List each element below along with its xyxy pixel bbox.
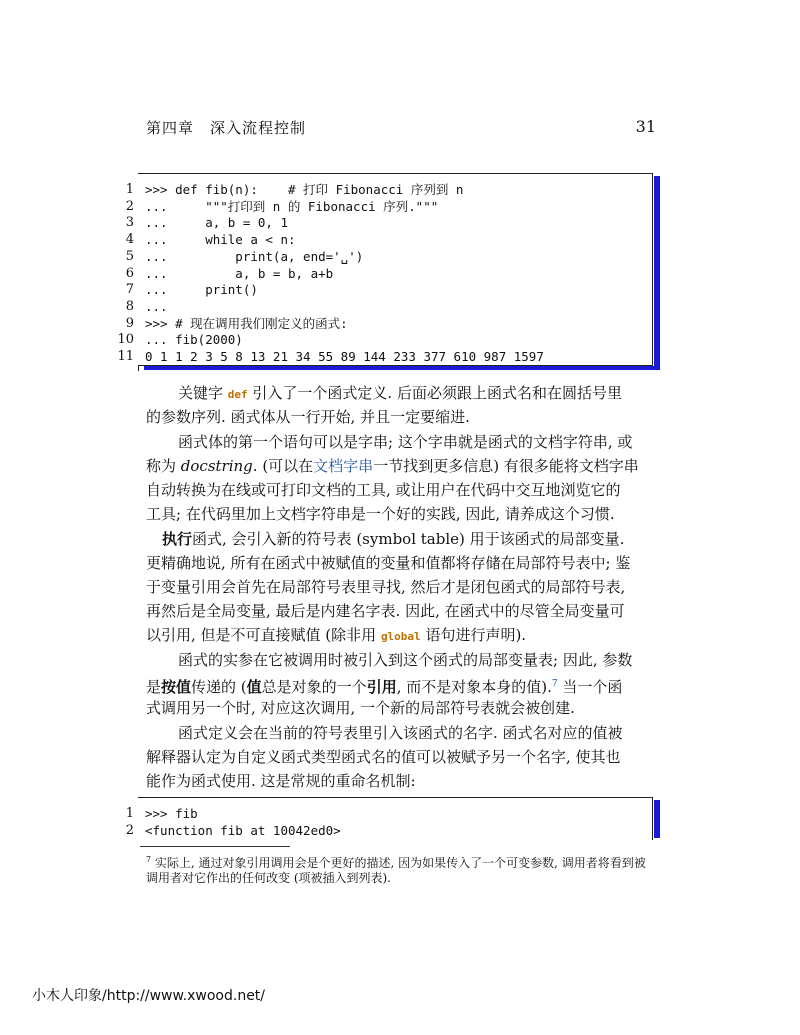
code-line-number: 3 (125, 215, 134, 231)
text-span: 传递的 ( (191, 678, 247, 696)
docstring-section-link[interactable]: 文档字串 (313, 457, 374, 475)
text-span: 函式, 会引入新的符号表 (symbol table) 用于该函式的局部变量. (192, 530, 625, 548)
paragraph-def-intro (178, 381, 656, 405)
code-line-number: 10 (117, 332, 134, 348)
paragraph-rename-line: 能作为函式使用. 这是常规的重命名机制: (146, 772, 416, 790)
code-line: ... print() (145, 282, 258, 298)
text-span: 一节找到更多信息) 有很多能将文档字串 (373, 457, 639, 475)
paragraph-symbol-table-line: 于变量引用会首先在局部符号表里寻找, 然后才是闭包函式的局部符号表, (146, 578, 626, 596)
text-span: 当一个函 (557, 678, 623, 696)
inline-code-def: def (227, 388, 248, 401)
paragraph-call-by-value-line: 式调用另一个时, 对应这次调用, 一个新的局部符号表就会被创建. (146, 699, 575, 717)
code-line-number: 9 (125, 315, 134, 331)
code-line: ... a, b = b, a+b (145, 265, 334, 281)
bold-term: 值 (246, 678, 262, 696)
code-line: <function fib at 10042ed0> (145, 822, 341, 838)
footnote-number: 7 (146, 855, 152, 864)
code-line-number: 4 (125, 232, 134, 248)
code-line: 0 1 1 2 3 5 8 13 21 34 55 89 144 233 377 610 987 1597 (145, 349, 544, 364)
code-line: ... """打印到 n 的 Fibonacci 序列.""" (145, 198, 439, 214)
code-line: ... (145, 298, 168, 314)
text-span: , 而不是对象本身的值). (396, 678, 552, 696)
code-line: ... while a < n: (145, 232, 296, 248)
text-span: 语句进行声明). (420, 626, 527, 644)
paragraph-docstring-line: 函式体的第一个语句可以是字串; 这个字串就是函式的文档字符串, 或 (178, 433, 633, 451)
paragraph-symbol-table-line: 更精确地说, 所有在函式中被赋值的变量和值都将存储在局部符号表中; 鉴 (146, 554, 631, 572)
site-watermark: 小木人印象/http://www.xwood.net/ (32, 988, 266, 1004)
text-span: . (可以在 (252, 457, 314, 475)
code-line-number: 7 (125, 282, 134, 298)
paragraph-call-by-value-line: 函式的实参在它被调用时被引入到这个函式的局部变量表; 因此, 参数 (178, 651, 633, 669)
code-line: >>> # 现在调用我们刚定义的函式: (145, 315, 348, 331)
code-line-number: 8 (125, 298, 134, 314)
text-span: 引入了一个函式定义. 后面必须跟上函式名和在圆括号里 (247, 384, 622, 402)
code-shadow-bottom (144, 366, 660, 370)
paragraph-rename-line: 函式定义会在当前的符号表里引入该函式的名字. 函式名对应的值被 (178, 724, 623, 742)
footnote-marker[interactable]: 7 (551, 679, 558, 689)
page-number: 31 (635, 117, 656, 136)
code-line-number: 11 (117, 349, 134, 364)
footnote-rule (140, 846, 290, 847)
paragraph-call-by-value-line (146, 672, 656, 696)
bold-term: 按值 (161, 678, 192, 696)
code-line: >>> def fib(n): # 打印 Fibonacci 序列到 n (145, 182, 464, 197)
text-span: 总是对象的一个 (261, 678, 367, 696)
code-line-number: 1 (125, 182, 134, 197)
code-line: ... print(a, end='␣') (145, 248, 364, 264)
code-line: >>> fib (145, 806, 198, 821)
code-line: ... fib(2000) (145, 332, 243, 348)
paragraph-rename-line: 解释器认定为自定义函式类型函式名的值可以被赋予另一个名字, 使其也 (146, 748, 621, 766)
paragraph-line: 的参数序列. 函式体从一行开始, 并且一定要缩进. (146, 408, 470, 426)
bold-term: 引用 (366, 678, 397, 696)
paragraph-symbol-table-line (146, 623, 656, 647)
text-span: 是 (146, 678, 162, 696)
paragraph-docstring-line: 自动转换为在线或可打印文档的工具, 或让用户在代码中交互地浏览它的 (146, 481, 621, 499)
code-line-number: 2 (125, 822, 134, 838)
text-span: 称为 (146, 457, 181, 475)
inline-code-global: global (380, 630, 421, 643)
code-line-number: 2 (125, 198, 134, 214)
footnote-line: 调用者对它作出的任何改变 (项被插入到列表). (146, 871, 391, 885)
code-line-number: 6 (125, 265, 134, 281)
code-shadow-right (654, 800, 660, 838)
chapter-title: 第四章 深入流程控制 (146, 119, 307, 137)
docstring-term: docstring (180, 457, 253, 475)
text-span: 关键字 (178, 384, 228, 402)
paragraph-symbol-table-line: 再然后是全局变量, 最后是内建名字表. 因此, 在函式中的尽管全局变量可 (146, 602, 625, 620)
code-shadow-right (654, 176, 660, 366)
code-line-number: 5 (125, 248, 134, 264)
code-line-number: 1 (125, 806, 134, 821)
code-line: ... a, b = 0, 1 (145, 215, 288, 231)
text-span: 实际上, 通过对象引用调用会是个更好的描述, 因为如果传入了一个可变参数, 调用者将看到被 (154, 856, 646, 870)
text-span: 以引用, 但是不可直接赋值 (除非用 (146, 626, 381, 644)
paragraph-docstring-line (146, 454, 656, 478)
paragraph-docstring-line: 工具; 在代码里加上文档字符串是一个好的实践, 因此, 请养成这个习惯. (146, 505, 615, 523)
bold-term: 执行 (162, 530, 193, 548)
paragraph-symbol-table-line (162, 527, 656, 551)
